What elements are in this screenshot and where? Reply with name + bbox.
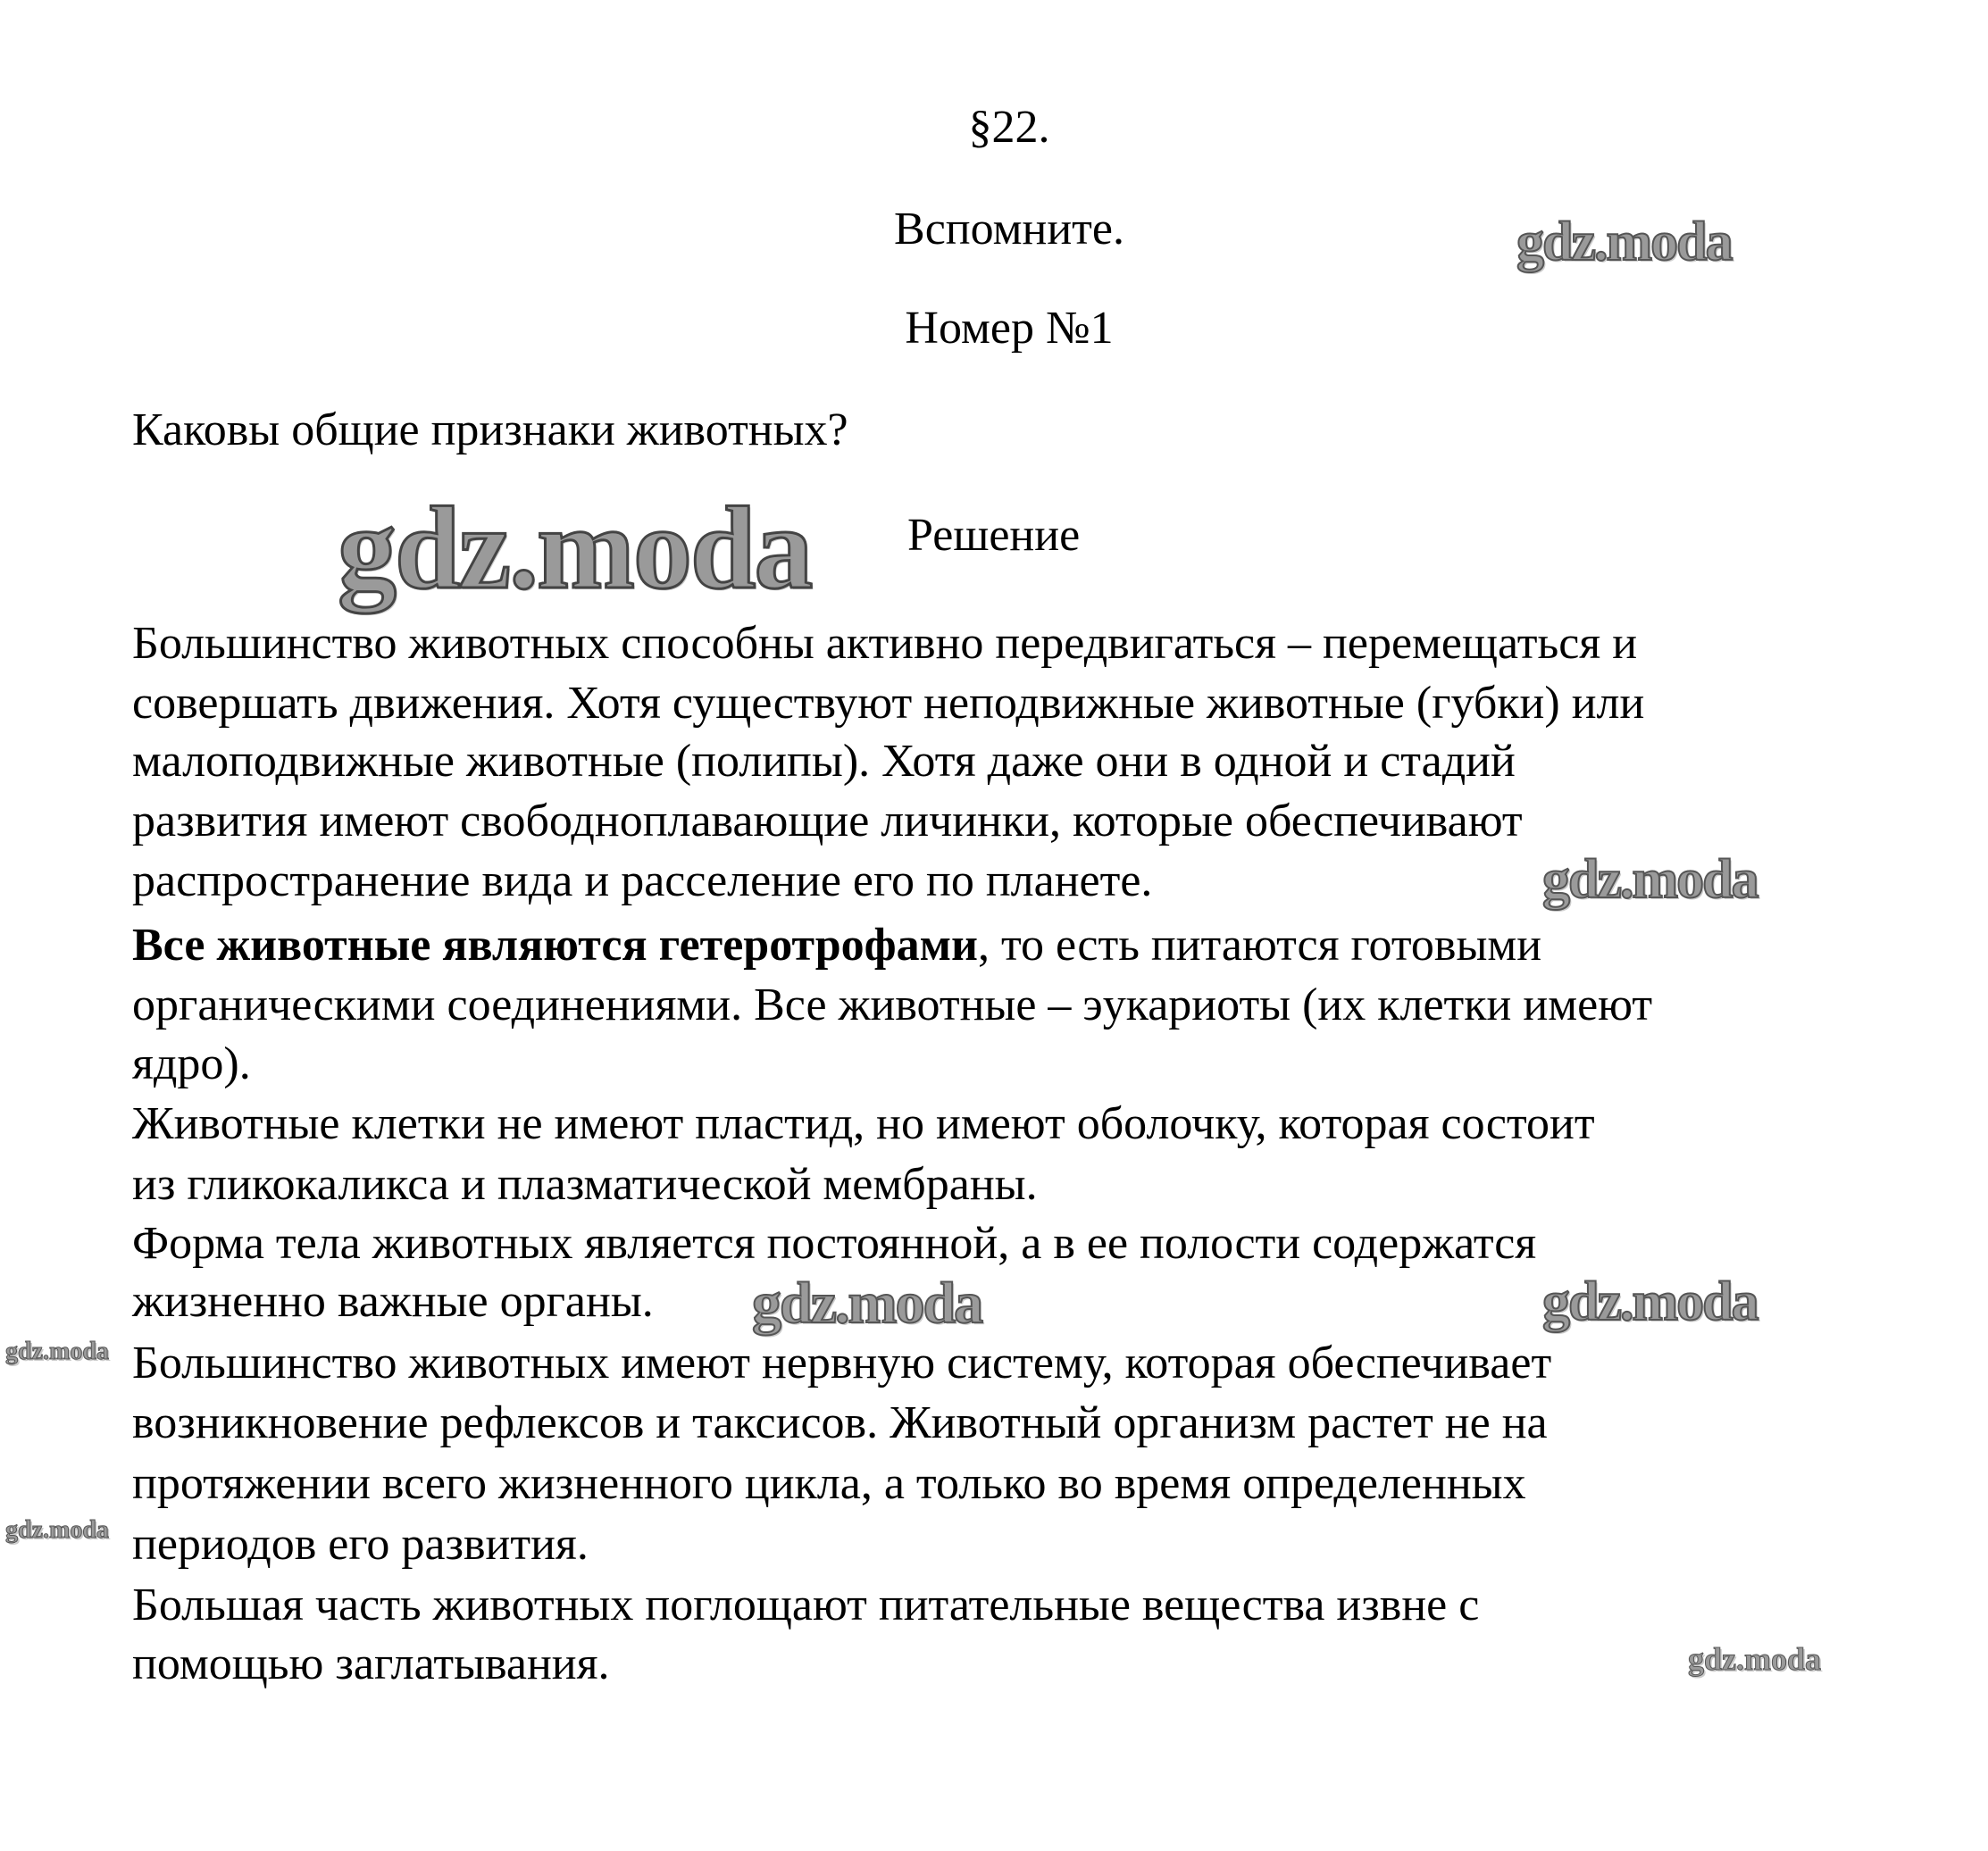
body-line: органическими соединениями. Все животные – эукариоты (их клетки имеют [132, 980, 1653, 1030]
body-line: периодов его развития. [132, 1519, 589, 1570]
section-number: §22. [968, 102, 1050, 153]
body-line: малоподвижные животные (полипы). Хотя даже они в одной и стадий [132, 736, 1516, 787]
question: Каковы общие признаки животных? [132, 404, 848, 455]
watermark: gdz.moda [338, 482, 812, 613]
body-line: помощью заглатывания. [132, 1638, 610, 1689]
body-line: Большинство животных имеют нервную систему, которая обеспечивает [132, 1338, 1552, 1388]
watermark: gdz.moda [752, 1271, 982, 1336]
body-line: Форма тела животных является постоянной, а в ее полости содержатся [132, 1218, 1537, 1269]
solution-label: Решение [907, 510, 1081, 561]
exercise-number: Номер №1 [905, 303, 1114, 354]
watermark: gdz.moda [1688, 1641, 1822, 1677]
body-line: совершать движения. Хотя существуют неподвижные животные (губки) или [132, 678, 1645, 729]
subtitle: Вспомните. [894, 204, 1124, 254]
watermark: gdz.moda [5, 1516, 109, 1544]
bold-line-rest: , то есть питаются готовыми [977, 920, 1542, 971]
bold-phrase: Все животные являются гетеротрофами [132, 920, 978, 971]
body-line: Животные клетки не имеют пластид, но имеют оболочку, которая состоит [132, 1098, 1595, 1149]
body-line: из гликокаликса и плазматической мембраны. [132, 1159, 1038, 1210]
body-line: возникновение рефлексов и таксисов. Животный организм растет не на [132, 1397, 1548, 1448]
body-line: жизненно важные органы. [132, 1276, 654, 1327]
body-line: ядро). [132, 1038, 251, 1089]
body-line-bold [132, 918, 1541, 973]
watermark: gdz.moda [5, 1338, 109, 1365]
body-line: протяжении всего жизненного цикла, а только во время определенных [132, 1458, 1526, 1509]
body-line: Большая часть животных поглощают питательные вещества извне с [132, 1580, 1480, 1630]
body-line: Большинство животных способны активно передвигаться – перемещаться и [132, 618, 1638, 669]
body-line: распространение вида и расселение его по планете. [132, 855, 1153, 906]
watermark: gdz.moda [1542, 849, 1758, 910]
body-line: развития имеют свободноплавающие личинки, которые обеспечивают [132, 796, 1523, 846]
watermark: gdz.moda [1516, 212, 1732, 272]
watermark: gdz.moda [1542, 1272, 1758, 1332]
